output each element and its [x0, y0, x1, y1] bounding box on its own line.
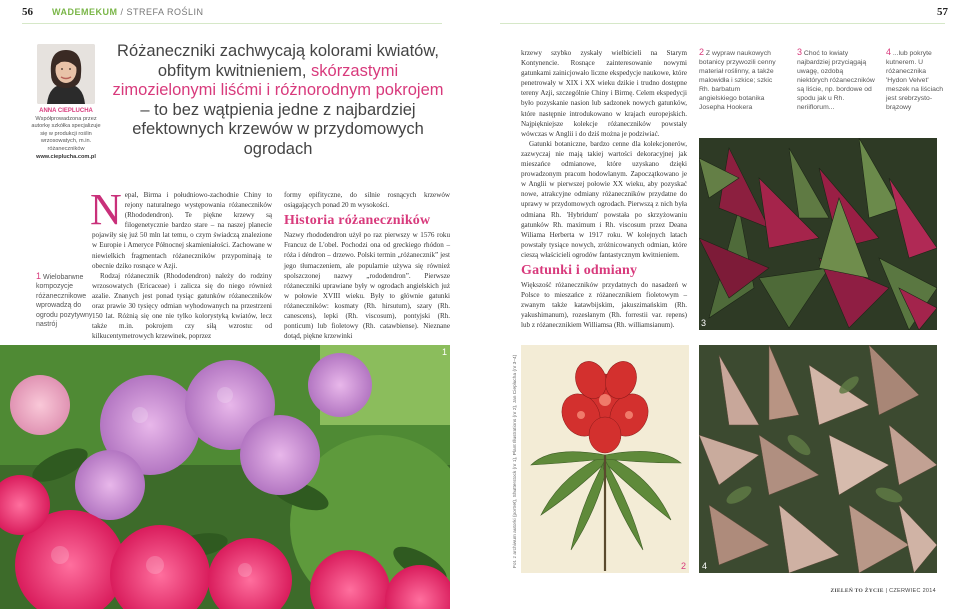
- image-3-number: 3: [701, 318, 707, 328]
- article-column-2: [284, 190, 450, 341]
- header-divider-left: [22, 23, 442, 24]
- column-1-paragraph-1: epal, Birma i południowo-zachodnie Chiny to rejony naturalnego występowania różaneczników (Rhododendron). Te piękne krzewy są filogenetycznie bardzo stare – na naszej planecie pojawiły się już 50 mln lat temu, o czym świadczą znalezione w Europie i Ameryce Północnej skamieniałości. Zachowane w niewielkich fragmentach różaneczników przypominają te obecnie dziko rosnące w Azji.: [92, 191, 272, 270]
- caption-4-text: ...lub pokryte kutnerem. U różanecznika 'Hydon Velvet' meszek na liściach jest srebrzysto-brązowy: [886, 50, 944, 111]
- lead-part-3: – to bez wątpienia jedne z najbardziej efektownych krzewów w przydomowych ogrodach: [132, 100, 424, 158]
- photo-credit: [504, 348, 516, 568]
- issue-date: | CZERWIEC 2014: [885, 588, 936, 594]
- photo-rhododendron-leaves-red: [699, 138, 937, 330]
- section-subtitle: / STREFA ROŚLIN: [120, 7, 204, 17]
- caption-3-number: 3: [797, 47, 803, 57]
- botanical-illustration-rh-barbatum: [521, 345, 689, 573]
- section-header: [52, 7, 204, 17]
- footer: [831, 588, 937, 594]
- article-column-3: [521, 48, 687, 331]
- page-number-left: 56: [22, 6, 33, 18]
- caption-2-text: Z wypraw naukowych botanicy przywozili cenny materiał roślinny, a także malowidła i szkice; szkic Rh. barbatum angielskiego botanika Josepha Hookera: [699, 50, 776, 111]
- caption-1: [36, 272, 98, 329]
- column-2-paragraph-1: formy epifityczne, do silnie rosnących krzewów osiągających ponad 20 m wysokości.: [284, 191, 450, 210]
- heading-species: Gatunki i odmiany: [521, 262, 638, 278]
- author-website[interactable]: www.cieplucha.com.pl: [36, 153, 96, 160]
- author-bio: [30, 108, 102, 161]
- image-1-number: 1: [441, 347, 447, 357]
- column-1-paragraph-2: Rodzaj różanecznik (Rhododendron) należy do rodziny wrzosowatych (Ericaceae) i zalicza się do niego również azalie. Znanych jest ponad tysiąc gatunków różaneczników oraz prawie 30 tysięcy odmian wyhodowanych na przestrzeni 150 lat. Różnią się one nie tylko kolorystyką kwiatów, lecz także m.in. pokrojem czy siłą wzrostu: od kilkucentymetrowych krzewinek, poprzez: [92, 271, 272, 341]
- column-2-paragraph-2: Nazwy rhododendron użył po raz pierwszy w 1576 roku Francuz de L'obel. Pochodzi ona od greckiego rhódon – róża i déndron – drzewo. Polski termin „różanecznik” jest jego tłumaczeniem, ale popularnie używa się również spolszczonej nazwy „rododendron”. Pierwsze różaneczniki uprawiane były w ogrodach angielskich już w połowie XVIII wieku. Były to głównie gatunki różaneczników: kosmaty (Rh. hirsutum), szary (Rh. canescens), lepki (Rh. viscosum), pontyjski (Rh. ponticum) lub fioletowy (Rh. catawbiense). Nieznane dotąd, piękne krzewinki: [284, 231, 450, 341]
- caption-1-text: Wielobarwne kompozycje różanecznikowe wprowadzą do ogrodu pozytywny nastrój: [36, 274, 93, 329]
- caption-2-number: 2: [699, 47, 705, 57]
- image-4-number: 4: [702, 561, 708, 571]
- section-title: WADEMEKUM: [52, 7, 118, 17]
- caption-3: [797, 48, 875, 112]
- caption-3-text: Choć to kwiaty najbardziej przyciągają uwagę, ozdobą niektórych różaneczników są liście, np. bordowe od spodu jak u Rh. neriiflorum...: [797, 50, 875, 111]
- author-description: Współprowadzona przez autorkę szkółka specjalizuje się w produkcji roślin wrzosowatych, m.in. różaneczników: [31, 115, 101, 152]
- image-2-number: 2: [680, 561, 686, 571]
- photo-credit-text: Fot. z archiwum autorki (portret), Shutterstock (nr 1), Plant Illustrations (nr 2), Jan Cieplucha (nr 3–4): [513, 354, 518, 568]
- caption-1-number: 1: [36, 271, 42, 281]
- caption-2: [699, 48, 777, 112]
- photo-rhododendron-hydon-velvet: [699, 345, 937, 573]
- magazine-name: ZIELEŃ TO ŻYCIE: [830, 588, 884, 594]
- drop-cap: N: [90, 185, 122, 234]
- heading-history: Historia różaneczników: [284, 213, 431, 229]
- lead-part-1: Różaneczniki zachwycają kolorami kwiatów, obfitym kwitnieniem,: [117, 42, 439, 80]
- lead-paragraph: [106, 42, 450, 159]
- photo-rhododendron-flowers: [0, 345, 450, 609]
- lead-highlight: skórzastymi zimozielonymi liśćmi i różnorodnym pokrojem: [112, 61, 444, 99]
- caption-4: [886, 48, 946, 112]
- column-3-paragraph-1: krzewy szybko zyskały wielbicieli na Starym Kontynencie. Rosnące zainteresowanie nowymi gatunkami zainicjowało liczne ekspedycje naukowe, które penetrowały w XIX i XX wieku dzikie i trudno dostępne tereny Azji, szczególnie Chiny i Birmę. Celem ekspedycji było pozyskanie nasion lub sadzonek nowych gatunków, które następnie introdukowano w krajach europejskich. Najpiękniejsze kolekcje różaneczników powstały wówczas w Anglii i do dziś można je podziwiać.: [521, 49, 687, 138]
- column-3-paragraph-2: Gatunki botaniczne, bardzo cenne dla kolekcjonerów, zazwyczaj nie mają takiej wartości dekoracyjnej jak mieszańce odmianowe, które uzyskano dzięki prowadzonym pracom hodowlanym. Zapoczątkowano je w Anglii w pierwszej połowie XX wieku, aby pozyskać nowe, atrakcyjne odmiany różaneczników przydatne do uprawy w przydomowych ogrodach. Pierwszą z nich była odmiana Rh. 'Hybridum' powstała po skrzyżowaniu gatunków Rh. maximum i Rh. viscosum przez Deana Wiliama Herberta w 1917 roku. W kolejnych latach powstały tysiące nowych, zróżnicowanych odmian, które cieszą właścicieli ogrodów fantastycznym kwitnieniem.: [521, 139, 687, 259]
- column-3-paragraph-3: Większość różaneczników przydatnych do nasadzeń w Polsce to mieszańce z różanecznikiem fioletowym – zwanym także katawbijskim, jakuszimańskim (Rh. yakushimanum), rozesłanym (Rh. forrestii var. repens) lub z różanecznikiem Williamsa (Rh. williamsianum).: [521, 281, 687, 330]
- page-number-right: 57: [937, 6, 948, 18]
- caption-4-number: 4: [886, 47, 892, 57]
- author-portrait: [37, 44, 95, 104]
- header-divider-right: [500, 23, 945, 24]
- author-name: ANNA CIEPLUCHA: [39, 108, 93, 114]
- article-column-1: [90, 185, 272, 341]
